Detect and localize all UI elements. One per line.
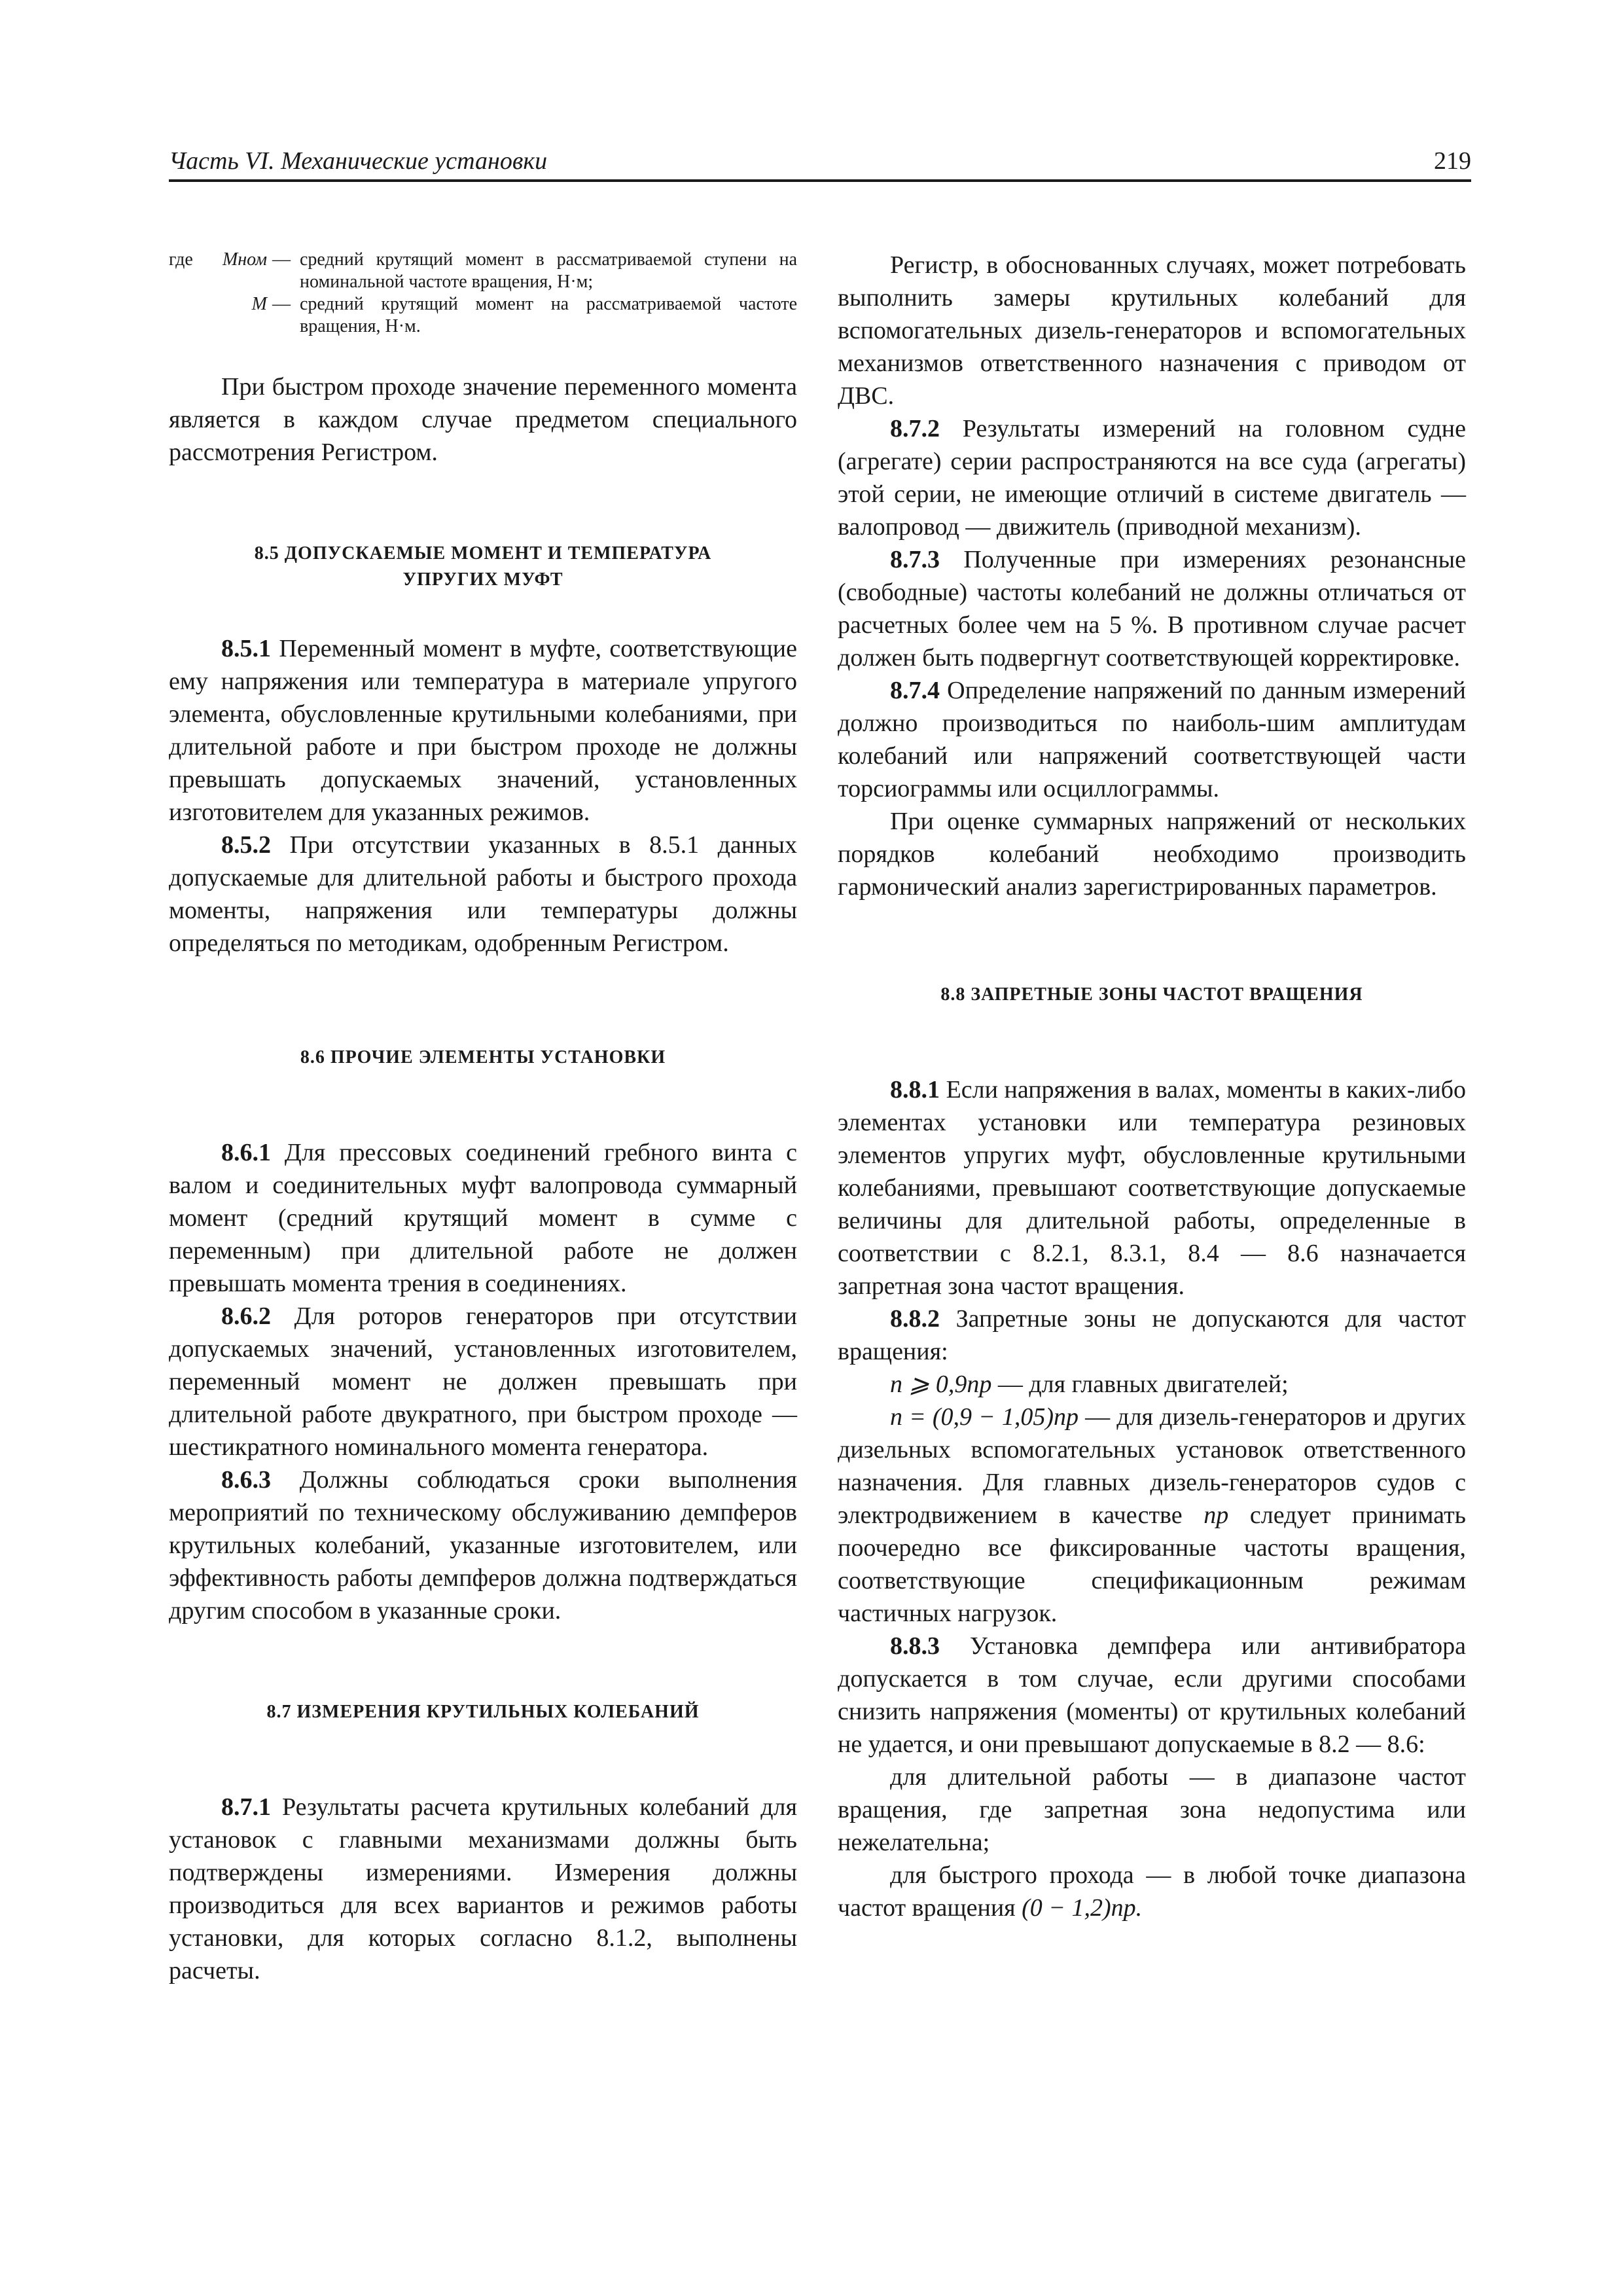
left-column [169,249,797,1987]
paragraph-long-operation: для длительной работы — в диапазоне частот вращения, где запретная зона недопустима или нежелательна; [838,1763,1466,1856]
definition-lead [169,293,215,338]
clause-text: Определение напряжений по данным измерений должно производиться по наиболь-шим амплитудам колебаний или напряжений соответствующей части торсиограммы или осциллограммы. [838,677,1466,802]
paragraph-8-5-2 [169,829,797,960]
page-header [169,136,1471,182]
paragraph-8-6-3 [169,1463,797,1627]
paragraph-harmonic: При оценке суммарных напряжений от нескольких порядков колебаний необходимо производить гармонический анализ зарегистрированных параметров. [838,808,1466,901]
clause-text: Запретные зоны не допускаются для частот вращения: [838,1305,1467,1365]
clause-number: 8.8.1 [890,1076,940,1103]
heading-8-8: 8.8 ЗАПРЕТНЫЕ ЗОНЫ ЧАСТОТ ВРАЩЕНИЯ [940,984,1363,1005]
paragraph-8-7-4 [838,674,1466,805]
definition-dash: — [272,249,291,270]
definition-text: средний крутящий момент на рассматриваемой частоте вращения, Н·м. [300,294,797,336]
right-column [838,249,1466,1924]
clause-number: 8.5.1 [221,635,271,662]
paragraph-register: Регистр, в обоснованных случаях, может потребовать выполнить замеры крутильных колебаний для вспомогательных дизель-генераторов и вспомогательных механизмов ответственного назначения с приводом от ДВС. [838,251,1466,410]
definition-dash: — [272,294,291,314]
definition-text: средний крутящий момент в рассматриваемой ступени на номинальной частоте вращения, Н·м; [300,249,797,292]
clause-text: Установка демпфера или антивибратора допускается в том случае, если другими способами снизить напряжения (моменты) от крутильных колебаний не удается, и они превышают допускаемые в 8.2 — 8.6: [838,1632,1467,1758]
clause-number: 8.6.1 [221,1139,271,1166]
clause-text: Результаты измерений на головном судне (агрегате) серии распространяются на все суда (агрегаты) этой серии, не имеющие отличий в системе двигатель — валопровод — движитель (приводной механизм). [838,415,1467,541]
clause-number: 8.7.2 [890,415,940,442]
paragraph-8-8-2 [838,1302,1466,1368]
paragraph-8-6-2 [169,1300,797,1463]
clause-text: Результаты расчета крутильных колебаний для установок с главными механизмами должны быть подтверждены измерениями. Измерения должны производиться для всех вариантов и режимов работы установки, для которых согласно 8.1.2, выполнены расчеты. [169,1793,797,1984]
formula-text: — для дизель-генераторов и других дизельных вспомогательных установок ответственного назначения. Для главных дизель-генераторов судов с электродвижением в качестве [838,1403,1467,1529]
formula: (0 − 1,2)nр. [1022,1894,1143,1922]
running-title: Часть VI. Механические установки [169,147,548,175]
clause-number: 8.8.3 [890,1632,940,1660]
paragraph-8-5-1 [169,632,797,829]
definition-row [169,249,797,293]
definition-symbol: Mном [222,249,267,270]
clause-text: Должны соблюдаться сроки выполнения мероприятий по техническому обслуживанию демпферов крутильных колебаний, указанные изготовителем, или эффективность работы демпферов должна подтверждаться другим способом в указанные сроки. [169,1466,798,1624]
formula-main-engines [838,1368,1466,1401]
clause-text: Для роторов генераторов при отсутствии допускаемых значений, установленных изготовителем, переменный момент не должен превышать при длительной работе двукратного, при быстром проходе — шестикратного номинального момента генератора. [169,1302,798,1461]
formula-text: — для главных двигателей; [997,1371,1289,1398]
paragraph-8-7-1 [169,1791,797,1987]
page-number: 219 [1434,147,1471,175]
paragraph-8-7-2 [838,412,1466,543]
paragraph-8-7-3 [838,543,1466,674]
clause-number: 8.7.3 [890,546,940,573]
symbol-definitions [169,249,797,338]
paragraph-8-8-1 [838,1073,1466,1302]
definition-symbol: M [251,294,267,314]
clause-text: Полученные при измерениях резонансные (свободные) частоты колебаний не должны отличаться от расчетных более чем на 5 %. В противном случае расчет должен быть подвергнут соответствующей корректировке. [838,546,1466,672]
heading-8-6: 8.6 ПРОЧИЕ ЭЛЕМЕНТЫ УСТАНОВКИ [300,1047,666,1067]
clause-text: Переменный момент в муфте, соответствующие ему напряжения или температура в материале упругого элемента, обусловленные крутильными колебаниями, при длительной работе и при быстром проходе не должны превышать допускаемых значений, установленных изготовителем для указанных режимов. [169,635,797,826]
clause-text: Для прессовых соединений гребного винта с валом и соединительных муфт валопровода суммарный момент (средний крутящий момент в сумме с переменным) при длительной работе не должен превышать момента трения в соединениях. [169,1139,797,1297]
formula: n ⩾ 0,9nр [890,1371,992,1398]
definition-lead: где [169,249,193,270]
clause-number: 8.6.2 [221,1302,271,1330]
formula-text-continued: следует принимать поочередно все фиксированные частоты вращения, соответствующие спецификационным режимам частичных нагрузок. [838,1501,1467,1627]
clause-number: 8.8.2 [890,1305,940,1333]
clause-number: 8.6.3 [221,1466,271,1494]
clause-text: для быстрого прохода — в любой точке диапазона частот вращения [838,1861,1466,1922]
paragraph-8-8-3 [838,1630,1466,1761]
heading-8-5: 8.5 ДОПУСКАЕМЫЕ МОМЕНТ И ТЕМПЕРАТУРА УПРУГИХ МУФТ [254,543,712,590]
heading-8-7: 8.7 ИЗМЕРЕНИЯ КРУТИЛЬНЫХ КОЛЕБАНИЙ [266,1702,700,1722]
clause-text: Если напряжения в валах, моменты в каких-либо элементах установки или температура резиновых элементов упругих муфт, обусловленные крутильными колебаниями, превышают соответствующие допускаемые величины для длительной работы, определенные в соответствии с 8.2.1, 8.3.1, 8.4 — 8.6 назначается запретная зона частот вращения. [838,1076,1466,1300]
clause-number: 8.7.4 [890,677,940,704]
formula-diesel-generators [838,1401,1466,1630]
definition-row [169,293,797,338]
clause-text: При отсутствии указанных в 8.5.1 данных допускаемые для длительной работы и быстрого прохода моменты, напряжения или температуры должны определяться по методикам, одобренным Регистром. [169,831,797,957]
formula: n = (0,9 − 1,05)nр [890,1403,1079,1431]
paragraph-fast-pass: При быстром проходе значение переменного момента является в каждом случае предметом специального рассмотрения Регистром. [169,373,797,466]
clause-number: 8.7.1 [221,1793,271,1821]
paragraph-8-6-1 [169,1136,797,1300]
clause-number: 8.5.2 [221,831,271,859]
paragraph-fast-pass-range [838,1859,1466,1924]
symbol-np: nр [1204,1501,1229,1529]
